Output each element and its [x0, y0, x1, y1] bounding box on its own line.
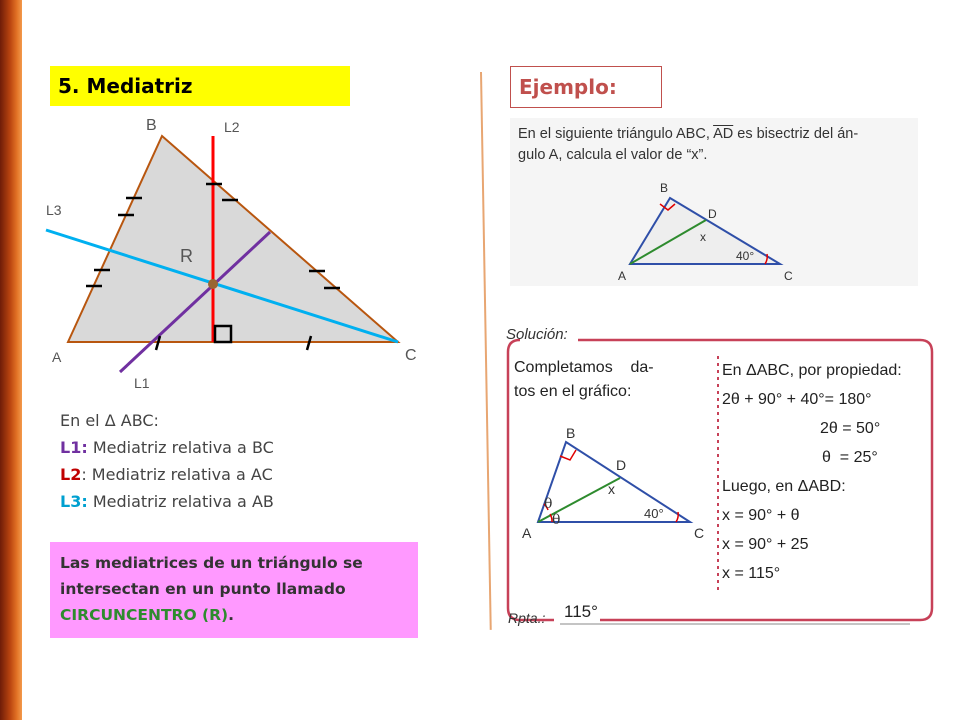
solution-steps	[722, 356, 902, 588]
solution-left-line2: tos en el gráfico:	[514, 383, 632, 400]
solution-step8: x = 115°	[722, 565, 781, 582]
column-divider	[480, 72, 492, 630]
triangle-abc	[68, 136, 398, 342]
solution-theta1: θ	[544, 496, 553, 512]
legend-l2-text: : Mediatriz relativa a AC	[81, 465, 273, 484]
note-line2: intersectan en un punto llamado	[60, 580, 346, 598]
solution-step1: En ΔABC, por propiedad:	[722, 362, 902, 379]
solution-step5: Luego, en ΔABD:	[722, 478, 846, 495]
legend-l3-text: Mediatriz relativa a AB	[87, 492, 274, 511]
solution-step7: x = 90° + 25	[722, 536, 809, 553]
rpta-label: Rpta.:	[508, 610, 546, 626]
l1-label: L1	[134, 375, 150, 391]
legend-l3	[60, 488, 274, 515]
solution-label: Solución:	[506, 326, 568, 343]
solution-card	[500, 318, 940, 644]
example-title: Ejemplo:	[510, 66, 662, 108]
solution-x-label: x	[608, 481, 615, 497]
solution-step2: 2θ + 90° + 40°= 180°	[722, 391, 872, 408]
vertex-a-label: A	[52, 349, 62, 365]
legend-l1-tag: L1:	[60, 438, 88, 457]
solution-theta2: θ	[552, 512, 561, 528]
problem-angle-label: 40°	[736, 249, 755, 263]
solution-step6: x = 90° + θ	[722, 507, 800, 524]
circumcenter-note	[50, 542, 418, 638]
solution-angle-label: 40°	[644, 506, 664, 521]
solution-c-label: C	[694, 525, 705, 541]
section-title: 5. Mediatriz	[50, 66, 350, 106]
legend-l2-tag: L2	[60, 465, 82, 484]
problem-d-label: D	[708, 207, 717, 221]
legend-l1	[60, 434, 274, 461]
problem-part2: es bisectriz del án-	[733, 126, 859, 142]
rpta-value: 115°	[564, 602, 598, 621]
problem-c-label: C	[784, 269, 793, 283]
note-line1: Las mediatrices de un triángulo se	[60, 554, 363, 572]
solution-d-label: D	[616, 457, 627, 473]
vertex-b-label: B	[146, 117, 157, 134]
solution-b-label: B	[566, 425, 576, 441]
problem-b-label: B	[660, 181, 669, 195]
note-line3	[60, 602, 408, 628]
problem-x-label: x	[700, 230, 706, 244]
solution-left-text	[514, 356, 654, 404]
problem-a-label: A	[618, 269, 627, 283]
l3-label: L3	[46, 202, 62, 218]
mediatrix-figure	[0, 0, 480, 400]
vertex-c-label: C	[405, 347, 417, 364]
circumcenter-point	[208, 279, 218, 289]
solution-a-label: A	[522, 525, 532, 541]
note-end: .	[228, 606, 235, 624]
problem-figure	[510, 118, 918, 286]
solution-step4: θ = 25°	[822, 449, 878, 466]
legend-header: En el Δ ABC:	[60, 411, 159, 430]
solution-step3: 2θ = 50°	[820, 420, 881, 437]
legend-l3-tag: L3:	[60, 492, 88, 511]
example-problem-card	[510, 118, 918, 286]
legend	[60, 407, 274, 515]
circumcenter-label: R	[180, 246, 193, 266]
solution-left-line1: Completamos da-	[514, 359, 654, 376]
legend-l2	[60, 461, 274, 488]
problem-part1: En el siguiente triángulo ABC,	[518, 126, 714, 142]
legend-l1-text: Mediatriz relativa a BC	[87, 438, 274, 457]
problem-line2: gulo A, calcula el valor de “x”.	[518, 147, 708, 163]
note-highlight: CIRCUNCENTRO (R)	[60, 606, 229, 624]
l2-label: L2	[224, 119, 240, 135]
problem-segment: $\overline{AD}$	[713, 126, 734, 142]
